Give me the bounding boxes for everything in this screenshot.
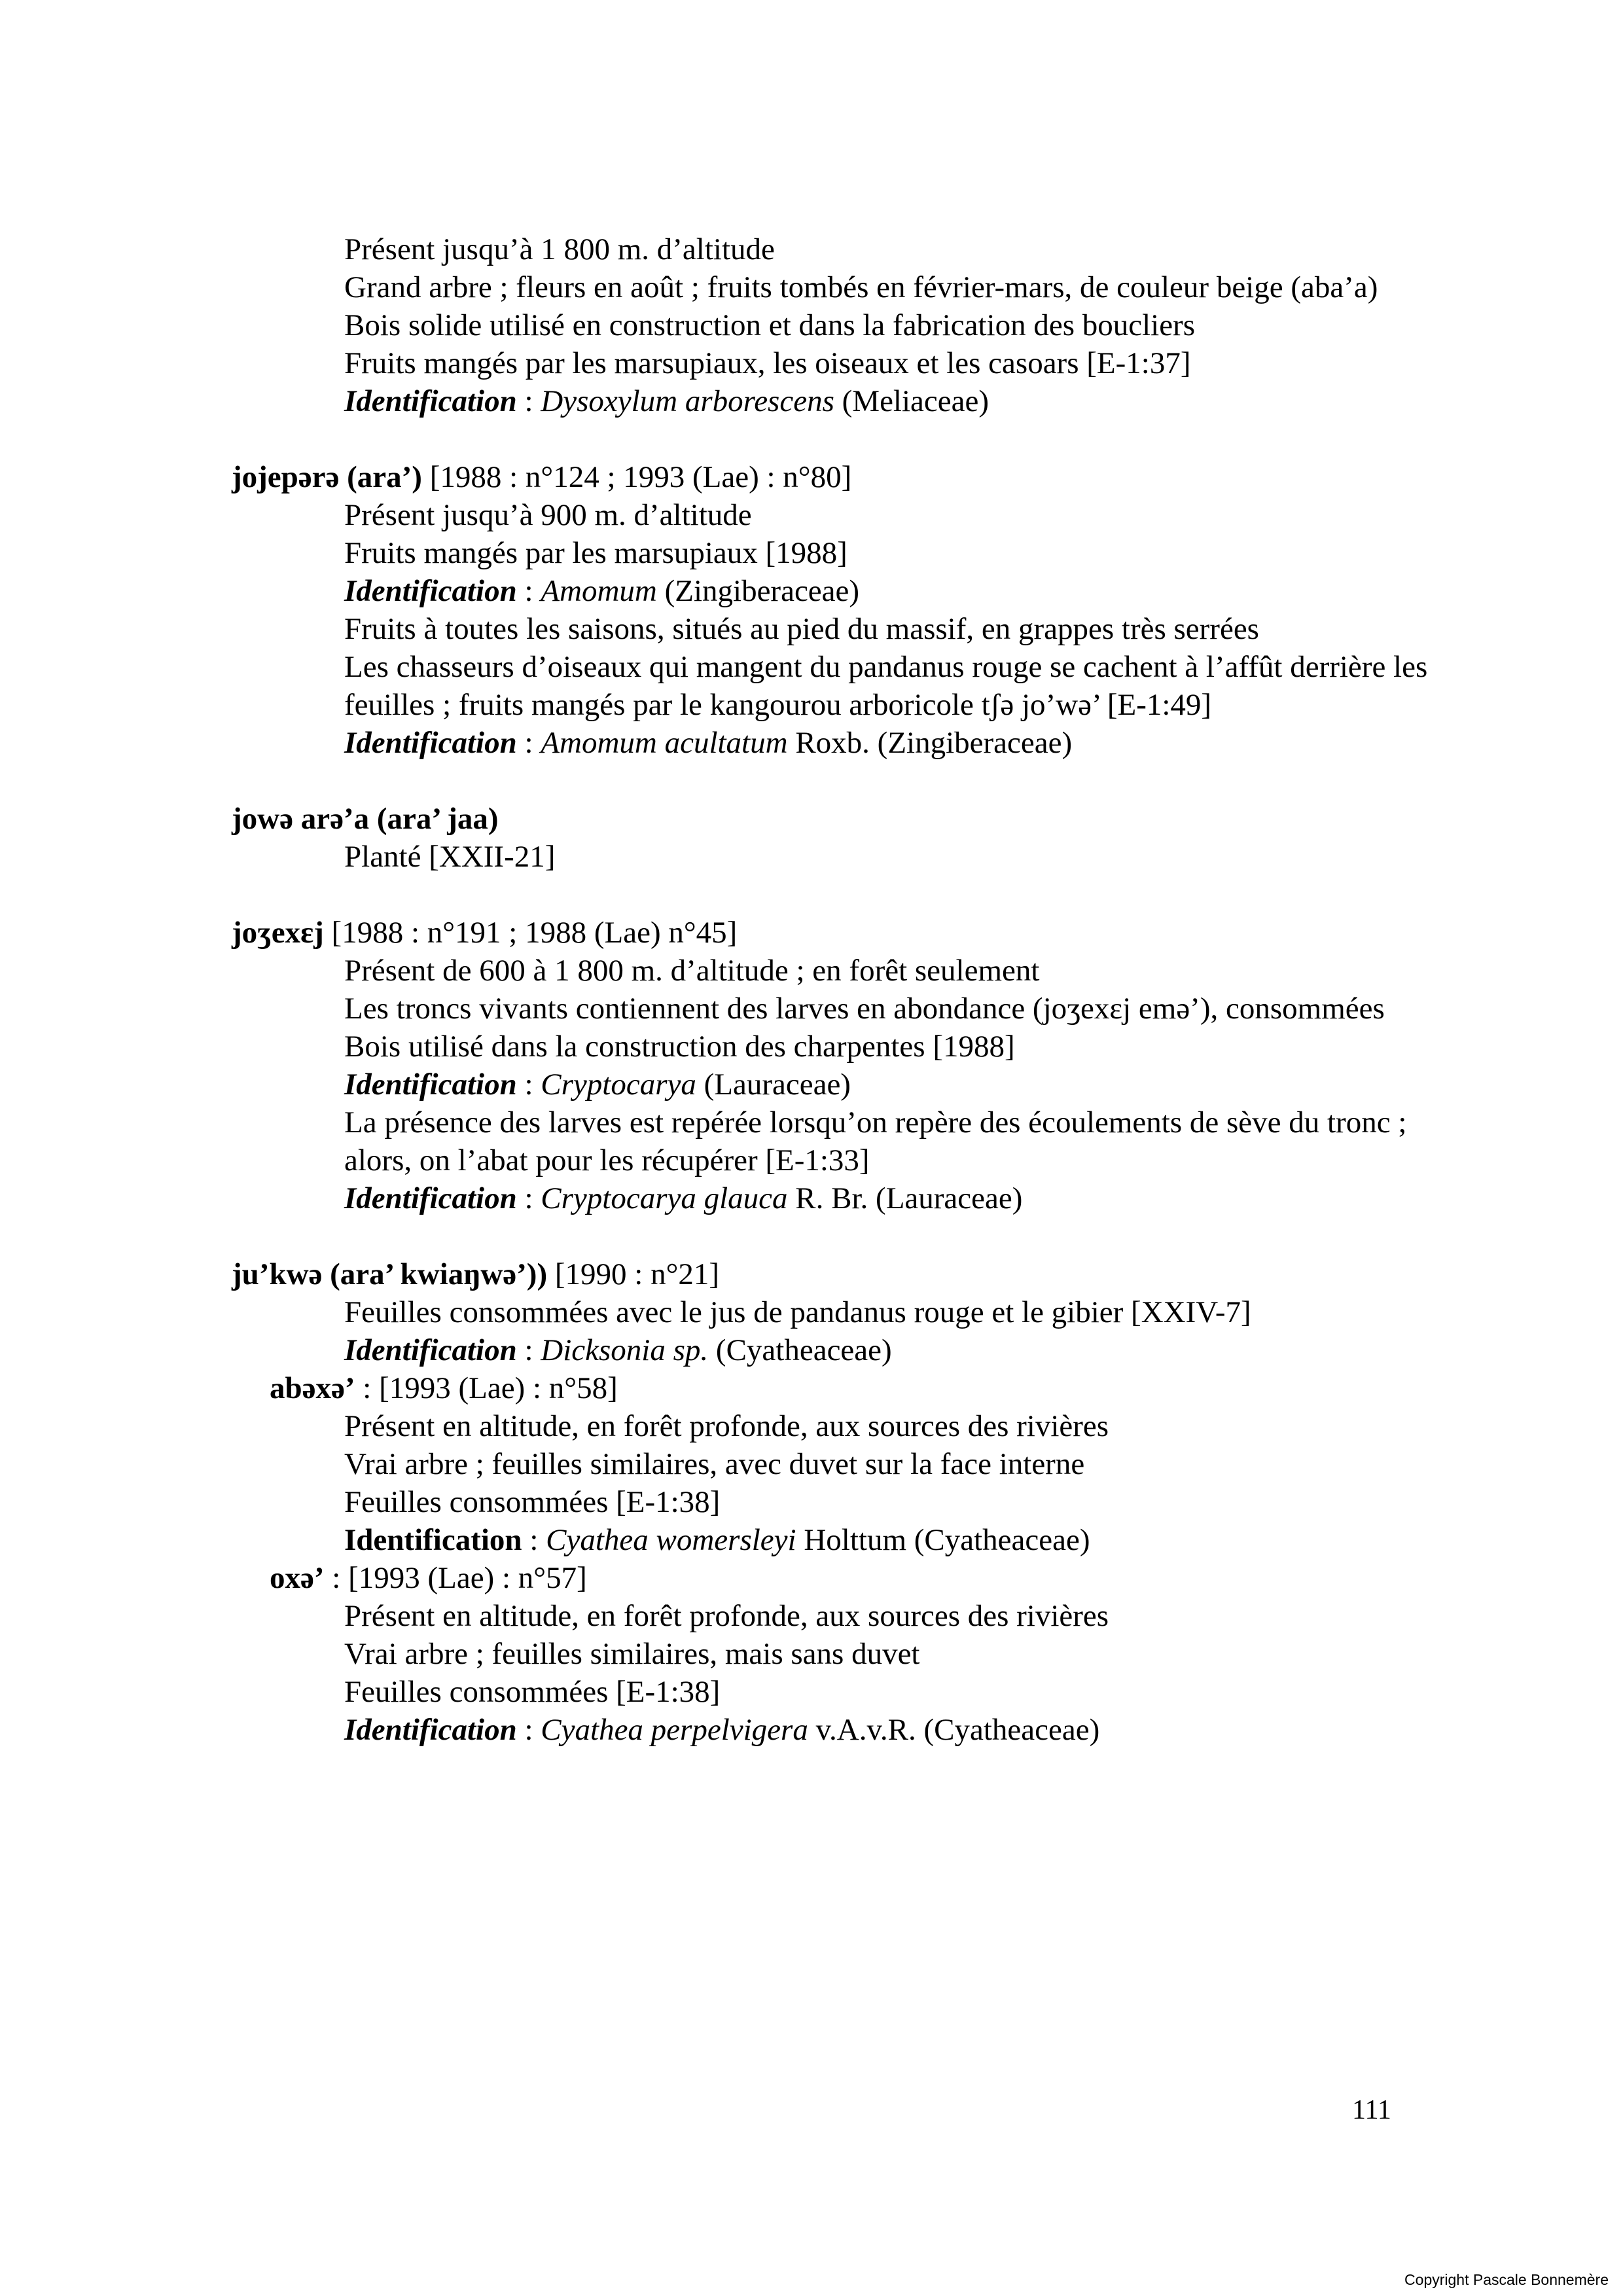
identification-label: Identification <box>344 1713 517 1747</box>
entry-jukwe <box>232 1255 1423 1749</box>
identification-label: Identification <box>344 1333 517 1367</box>
family-name: (Lauraceae) <box>696 1067 851 1102</box>
family-name: (Cyatheaceae) <box>708 1333 892 1367</box>
copyright-notice: Copyright Pascale Bonnemère <box>1404 2271 1609 2288</box>
page-number: 111 <box>1352 2095 1391 2125</box>
identification-separator: : <box>516 1181 541 1215</box>
family-name: v.A.v.R. (Cyatheaceae) <box>808 1713 1100 1747</box>
entry-line: Bois utilisé dans la construction des charpentes [1988] <box>344 1030 1015 1064</box>
family-name: Roxb. (Zingiberaceae) <box>787 726 1073 760</box>
identification-line <box>344 1521 1423 1559</box>
entry-heading <box>232 1255 1423 1293</box>
identification-line <box>344 1179 1423 1217</box>
headword: joʒexɛj <box>232 916 324 950</box>
family-name: (Zingiberaceae) <box>656 574 860 608</box>
identification-line <box>344 1066 1423 1103</box>
identification-line <box>344 1331 1423 1369</box>
identification-line <box>344 572 1423 610</box>
subentry-headword: oxə’ <box>270 1561 325 1595</box>
entry-heading <box>232 800 1423 838</box>
family-name: R. Br. (Lauraceae) <box>787 1181 1023 1215</box>
identification-line <box>344 1711 1423 1749</box>
species-name: Cyathea womersleyi <box>546 1523 796 1557</box>
entry-line: Grand arbre ; fleurs en août ; fruits tombés en février-mars, de couleur beige (aba’a) <box>344 270 1378 304</box>
identification-separator: : <box>522 1523 546 1557</box>
entry-reference: : [1993 (Lae) : n°58] <box>355 1371 618 1405</box>
entry-line: Fruits mangés par les marsupiaux [1988] <box>344 536 847 570</box>
continuation-block <box>232 230 1423 420</box>
identification-line <box>344 724 1423 762</box>
entry-line: Présent jusqu’à 900 m. d’altitude <box>344 498 752 532</box>
subentry-heading <box>270 1369 1423 1407</box>
family-name: (Meliaceae) <box>834 384 989 418</box>
entry-line: Planté [XXII-21] <box>344 840 556 874</box>
species-name: Cryptocarya <box>541 1067 696 1102</box>
entry-jojepere <box>232 458 1428 762</box>
entry-line: Feuilles consommées [E-1:38] <box>344 1485 721 1519</box>
entry-line: Vrai arbre ; feuilles similaires, avec duvet sur la face interne <box>344 1447 1085 1481</box>
headword: jowə arə’a (ara’ jaa) <box>232 802 499 836</box>
identification-label: Identification <box>344 574 517 608</box>
entry-reference: [1990 : n°21] <box>547 1257 720 1291</box>
identification-separator: : <box>516 726 541 760</box>
headword: jojepərə (ara’) <box>232 460 422 494</box>
entry-line: Présent en altitude, en forêt profonde, aux sources des rivières <box>344 1599 1109 1633</box>
dictionary-content <box>232 230 1428 1749</box>
entry-heading <box>232 914 1423 952</box>
subentry-headword: abəxə’ <box>270 1371 355 1405</box>
entry-reference: [1988 : n°124 ; 1993 (Lae) : n°80] <box>421 460 852 494</box>
identification-label: Identification <box>344 1523 522 1557</box>
identification-line <box>344 382 1423 420</box>
species-name: Amomum acultatum <box>541 726 788 760</box>
entry-line: Bois solide utilisé en construction et dans la fabrication des boucliers <box>344 308 1196 342</box>
entry-reference: [1988 : n°191 ; 1988 (Lae) n°45] <box>323 916 738 950</box>
species-name: Dysoxylum arborescens <box>541 384 834 418</box>
entry-line: Feuilles consommées [E-1:38] <box>344 1675 721 1709</box>
identification-label: Identification <box>344 1181 517 1215</box>
entry-jowe <box>232 800 1423 876</box>
identification-separator: : <box>516 1713 541 1747</box>
entry-heading <box>232 458 1423 496</box>
entry-line: Les troncs vivants contiennent des larves en abondance (joʒexɛj emə’), consommées <box>344 992 1385 1026</box>
entry-line: Présent en altitude, en forêt profonde, aux sources des rivières <box>344 1409 1109 1443</box>
subentry-heading <box>270 1559 1423 1597</box>
entry-jozexej <box>232 914 1423 1217</box>
identification-separator: : <box>516 1067 541 1102</box>
family-name: Holttum (Cyatheaceae) <box>796 1523 1090 1557</box>
species-name: Dicksonia sp. <box>541 1333 709 1367</box>
entry-line: Présent jusqu’à 1 800 m. d’altitude <box>344 232 775 266</box>
entry-line: La présence des larves est repérée lorsqu’on repère des écoulements de sève du tronc ; alors, on l’abat pour les récupérer [E-1:33] <box>344 1105 1407 1177</box>
entry-line: Les chasseurs d’oiseaux qui mangent du pandanus rouge se cachent à l’affût derrière les feuilles ; fruits mangés par le kangourou arboricole tʃə jo’wə’ [E-1:49] <box>344 650 1428 722</box>
identification-label: Identification <box>344 726 517 760</box>
headword: ju’kwə (ara’ kwiaŋwə’)) <box>232 1257 548 1291</box>
species-name: Amomum <box>541 574 657 608</box>
identification-separator: : <box>516 574 541 608</box>
entry-line: Vrai arbre ; feuilles similaires, mais sans duvet <box>344 1637 920 1671</box>
identification-separator: : <box>516 1333 541 1367</box>
species-name: Cryptocarya glauca <box>541 1181 788 1215</box>
identification-separator: : <box>516 384 541 418</box>
entry-line: Feuilles consommées avec le jus de pandanus rouge et le gibier [XXIV-7] <box>344 1295 1251 1329</box>
entry-reference: : [1993 (Lae) : n°57] <box>324 1561 587 1595</box>
entry-line: Présent de 600 à 1 800 m. d’altitude ; en forêt seulement <box>344 954 1040 988</box>
identification-label: Identification <box>344 384 517 418</box>
entry-line: Fruits à toutes les saisons, situés au pied du massif, en grappes très serrées <box>344 612 1259 646</box>
entry-line: Fruits mangés par les marsupiaux, les oiseaux et les casoars [E-1:37] <box>344 346 1191 380</box>
species-name: Cyathea perpelvigera <box>541 1713 808 1747</box>
identification-label: Identification <box>344 1067 517 1102</box>
